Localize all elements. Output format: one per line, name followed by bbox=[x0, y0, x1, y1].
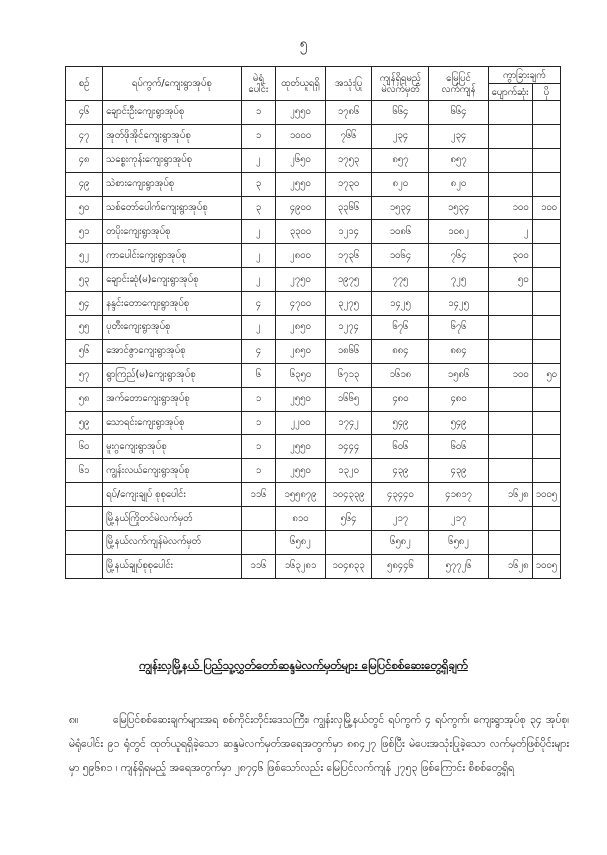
cell-booths: ၂ bbox=[241, 268, 276, 292]
cell-remaining: ၆၅၈၂ bbox=[372, 531, 429, 555]
cell-issued: ၄၇၀၀ bbox=[276, 292, 325, 316]
cell-remaining: ၁၆၁၈ bbox=[372, 363, 429, 387]
cell-sr: ၅၉ bbox=[66, 411, 103, 435]
cell-name: မြို့နယ်လက်ကျန်မဲလက်မှတ် bbox=[103, 531, 242, 555]
paragraph-text: မြေပြင်စစ်ဆေးချက်များအရ စစ်ကိုင်းတိုင်းဒေသကြီး၊ ကျွန်းလှမြို့နယ်တွင် ရပ်ကွက် ၄ ရပ်ကွက်၊ ကျေးရွာအုပ်စု ၃၄ အုပ်စု၊ မဲရုံပေါင်း ၉၁ ရုံတွင် ထုတ်ယူရရှိခဲ့သော ဆန္ဒမဲလက်မှတ်အရေအတွက်မှာ ၈၈၄၂၇ ဖြစ်ပြီး မဲပေးအသုံးပြုခဲ့သော လက်မှတ်ဖြစ်ပိုင်းများမှာ ၅၉၆၈၁ ၊ ကျန်ရှိရမည့် အရေအတွက်မှာ ၂၈၇၄၆ ဖြစ်သော်လည်း မြေပြင်လက်ကျန် ၂၇၅၃ ဖြစ်ကြောင်း စိစစ်တွေ့ရှိရ bbox=[69, 714, 569, 774]
cell-used: ၅၆၄ bbox=[325, 507, 372, 531]
cell-name: တပိုးကျေးရွာအုပ်စု bbox=[103, 220, 242, 244]
cell-remaining: ၆၆၄ bbox=[372, 101, 429, 125]
cell-remaining: ၅၄၉ bbox=[372, 411, 429, 435]
table-row bbox=[66, 196, 561, 220]
cell-used: ၃၃၆၆ bbox=[325, 196, 372, 220]
cell-check: ၇၂၅ bbox=[429, 268, 488, 292]
cell-issued: ၂၅၅၀ bbox=[276, 435, 325, 459]
cell-over: ၅၀ bbox=[532, 363, 560, 387]
cell-issued: ၂၅၅၀ bbox=[276, 459, 325, 483]
cell-sr: ၅၈ bbox=[66, 387, 103, 411]
cell-sr bbox=[66, 531, 103, 555]
cell-booths bbox=[241, 531, 276, 555]
cell-booths: ၃ bbox=[241, 196, 276, 220]
cell-over bbox=[532, 435, 560, 459]
cell-used: ၁၉၇၅ bbox=[325, 268, 372, 292]
cell-sr bbox=[66, 507, 103, 531]
cell-name: မြို့နယ်ကြိုတင်မဲလက်မှတ် bbox=[103, 507, 242, 531]
cell-used bbox=[325, 531, 372, 555]
cell-sr: ၅၀ bbox=[66, 196, 103, 220]
cell-remaining: ၆၇၆ bbox=[372, 316, 429, 340]
cell-used: ၁၇၃၆ bbox=[325, 244, 372, 268]
cell-lost bbox=[488, 339, 532, 363]
cell-over bbox=[532, 148, 560, 172]
cell-booths: ၂ bbox=[241, 316, 276, 340]
cell-booths: ၁ bbox=[241, 459, 276, 483]
cell-used: ၁၂၇၄ bbox=[325, 316, 372, 340]
cell-lost bbox=[488, 507, 532, 531]
cell-name: ရွာကြည်(မ)ကျေးရွာအုပ်စု bbox=[103, 363, 242, 387]
cell-remaining: ၆၀၆ bbox=[372, 435, 429, 459]
cell-name: ကျွန်းလယ်ကျေးရွာအုပ်စု bbox=[103, 459, 242, 483]
cell-lost bbox=[488, 124, 532, 148]
cell-name: သောရင်းကျေးရွာအုပ်စု bbox=[103, 411, 242, 435]
cell-over bbox=[532, 268, 560, 292]
cell-used: ၁၇၅၃ bbox=[325, 148, 372, 172]
cell-check: ၄၈၀ bbox=[429, 387, 488, 411]
summary-row bbox=[66, 483, 561, 507]
cell-name: သစ်တော်ပေါက်ကျေးရွာအုပ်စု bbox=[103, 196, 242, 220]
cell-sr: ၅၆ bbox=[66, 339, 103, 363]
cell-issued: ၆၅၈၂ bbox=[276, 531, 325, 555]
cell-booths: ၁ bbox=[241, 411, 276, 435]
header-name: ရပ်ကွက်/ကျေးရွာအုပ်စု bbox=[103, 67, 242, 101]
header-check: မြေပြင် လက်ကျန် bbox=[429, 67, 488, 101]
header-sr: စဉ် bbox=[66, 67, 103, 101]
cell-sr: ၆၁ bbox=[66, 459, 103, 483]
cell-remaining: ၁၄၂၅ bbox=[372, 292, 429, 316]
cell-remaining: ၄၃၄၄၀ bbox=[372, 483, 429, 507]
cell-check: ၈၂၀ bbox=[429, 172, 488, 196]
cell-issued: ၆၃၅၀ bbox=[276, 363, 325, 387]
cell-name: ရပ်/ကျေးချုပ် စုစုပေါင်း bbox=[103, 483, 242, 507]
cell-over bbox=[532, 292, 560, 316]
header-booths: မဲရုံ ပေါင်း bbox=[241, 67, 276, 101]
cell-check: ၄၁၈၁၇ bbox=[429, 483, 488, 507]
cell-issued: ၂၆၅၀ bbox=[276, 148, 325, 172]
cell-check: ၆၅၈၂ bbox=[429, 531, 488, 555]
cell-booths: ၂ bbox=[241, 148, 276, 172]
cell-lost: ၃၀၀ bbox=[488, 244, 532, 268]
cell-used: ၁၂၁၄ bbox=[325, 220, 372, 244]
cell-booths: ၃ bbox=[241, 172, 276, 196]
cell-name: အောင်ဇွာကျေးရွာအုပ်စု bbox=[103, 339, 242, 363]
cell-remaining: ၁၀၆၄ bbox=[372, 244, 429, 268]
cell-sr bbox=[66, 554, 103, 578]
cell-over bbox=[532, 507, 560, 531]
cell-name: သစ္စေးကုန်းကျေးရွာအုပ်စု bbox=[103, 148, 242, 172]
table-row bbox=[66, 220, 561, 244]
cell-lost bbox=[488, 101, 532, 125]
cell-over bbox=[532, 316, 560, 340]
cell-check: ၆၇၆ bbox=[429, 316, 488, 340]
table-row bbox=[66, 292, 561, 316]
paragraph bbox=[69, 708, 569, 780]
cell-issued: ၂၂၀၀ bbox=[276, 411, 325, 435]
cell-check: ၁၄၂၅ bbox=[429, 292, 488, 316]
table-body bbox=[66, 101, 561, 579]
cell-booths: ၁ bbox=[241, 101, 276, 125]
cell-sr: ၄၉ bbox=[66, 172, 103, 196]
cell-used: ၁၇၄၂ bbox=[325, 411, 372, 435]
cell-sr: ၅၅ bbox=[66, 316, 103, 340]
cell-sr: ၄၇ bbox=[66, 124, 103, 148]
table-row bbox=[66, 387, 561, 411]
cell-issued: ၁၅၅၈၇၉ bbox=[276, 483, 325, 507]
cell-issued: ၂၈၅၀ bbox=[276, 316, 325, 340]
cell-remaining: ၈၈၄ bbox=[372, 339, 429, 363]
header-issued: ထုတ်ယူရရှိ bbox=[276, 67, 325, 101]
cell-name: ကာပေါင်းကျေးရွာအုပ်စု bbox=[103, 244, 242, 268]
cell-over bbox=[532, 387, 560, 411]
cell-over bbox=[532, 459, 560, 483]
cell-remaining: ၇၇၅ bbox=[372, 268, 429, 292]
cell-used: ၁၃၂၀ bbox=[325, 459, 372, 483]
cell-issued: ၂၈၅၀ bbox=[276, 339, 325, 363]
cell-booths: ၁ bbox=[241, 124, 276, 148]
cell-name: အုတ်ဖိုအိုင်ကျေးရွာအုပ်စု bbox=[103, 124, 242, 148]
table-row bbox=[66, 268, 561, 292]
table-row bbox=[66, 411, 561, 435]
cell-issued: ၃၃၀၀ bbox=[276, 220, 325, 244]
cell-remaining: ၁၀၈၆ bbox=[372, 220, 429, 244]
header-lost: ပျောက်ဆုံး bbox=[488, 84, 532, 101]
cell-over bbox=[532, 411, 560, 435]
cell-check: ၇၆၄ bbox=[429, 244, 488, 268]
cell-sr: ၅၂ bbox=[66, 244, 103, 268]
cell-sr: ၅၄ bbox=[66, 292, 103, 316]
cell-booths: ၂ bbox=[241, 220, 276, 244]
cell-sr: ၆၀ bbox=[66, 435, 103, 459]
cell-lost bbox=[488, 435, 532, 459]
cell-lost bbox=[488, 172, 532, 196]
cell-check: ၈၅၇ bbox=[429, 148, 488, 172]
cell-over bbox=[532, 124, 560, 148]
cell-over: ၁၀၀၅ bbox=[532, 483, 560, 507]
cell-check: ၂၁၇ bbox=[429, 507, 488, 531]
cell-name: မူးဂွကျေးရွာအုပ်စု bbox=[103, 435, 242, 459]
cell-booths: ၁၁၆ bbox=[241, 554, 276, 578]
cell-lost: ၅၀ bbox=[488, 268, 532, 292]
table-row bbox=[66, 363, 561, 387]
cell-issued: ၂၇၅၀ bbox=[276, 268, 325, 292]
paragraph-number: ၈။ bbox=[69, 714, 79, 726]
cell-issued: ၂၈၀၀ bbox=[276, 244, 325, 268]
cell-issued: ၁၆၃၂၈၁ bbox=[276, 554, 325, 578]
table-row bbox=[66, 339, 561, 363]
cell-lost: ၁၀၀ bbox=[488, 363, 532, 387]
cell-lost bbox=[488, 148, 532, 172]
cell-name: မြို့နယ်ချုပ်စုစုပေါင်း bbox=[103, 554, 242, 578]
cell-issued: ၁၀၀၀ bbox=[276, 124, 325, 148]
summary-row bbox=[66, 531, 561, 555]
cell-sr: ၄၆ bbox=[66, 101, 103, 125]
cell-name: နန္ဒင်းတောကျေးရွာအုပ်စု bbox=[103, 292, 242, 316]
cell-lost bbox=[488, 531, 532, 555]
cell-sr bbox=[66, 483, 103, 507]
cell-check: ၁၅၈၆ bbox=[429, 363, 488, 387]
cell-name: ချောင်းဦးကျေးရွာအုပ်စု bbox=[103, 101, 242, 125]
cell-over: ၁၀၀၅ bbox=[532, 554, 560, 578]
table-row bbox=[66, 148, 561, 172]
cell-issued: ၄၉၀၀ bbox=[276, 196, 325, 220]
cell-over: ၁၀၀ bbox=[532, 196, 560, 220]
cell-over bbox=[532, 244, 560, 268]
cell-booths: ၂ bbox=[241, 244, 276, 268]
cell-lost bbox=[488, 387, 532, 411]
cell-used: ၁၇၈၆ bbox=[325, 101, 372, 125]
cell-booths: ၄ bbox=[241, 292, 276, 316]
cell-remaining: ၈၅၇ bbox=[372, 148, 429, 172]
cell-booths: ၆ bbox=[241, 363, 276, 387]
page-number: ၅ bbox=[299, 36, 308, 52]
cell-check: ၄၃၉ bbox=[429, 459, 488, 483]
table-row bbox=[66, 244, 561, 268]
cell-remaining: ၈၂၀ bbox=[372, 172, 429, 196]
cell-check: ၆၀၆ bbox=[429, 435, 488, 459]
cell-issued: ၂၅၅၀ bbox=[276, 387, 325, 411]
cell-used: ၁၀၄၃၃၉ bbox=[325, 483, 372, 507]
cell-used: ၆၇၁၃ bbox=[325, 363, 372, 387]
cell-issued: ၂၅၅၀ bbox=[276, 101, 325, 125]
cell-check: ၂၃၄ bbox=[429, 124, 488, 148]
cell-name: အက်တောကျေးရွာအုပ်စု bbox=[103, 387, 242, 411]
cell-lost: ၁၆၂၈ bbox=[488, 483, 532, 507]
cell-check: ၁၀၈၂ bbox=[429, 220, 488, 244]
cell-lost bbox=[488, 316, 532, 340]
table-row bbox=[66, 435, 561, 459]
table-row bbox=[66, 101, 561, 125]
table-row bbox=[66, 459, 561, 483]
cell-used: ၁၀၄၈၃၃ bbox=[325, 554, 372, 578]
cell-booths: ၁ bbox=[241, 435, 276, 459]
cell-remaining: ၄၃၉ bbox=[372, 459, 429, 483]
table-row bbox=[66, 124, 561, 148]
header-diff: ကွာခြားချက် bbox=[488, 67, 560, 84]
cell-lost: ၁၆၂၈ bbox=[488, 554, 532, 578]
summary-row bbox=[66, 507, 561, 531]
cell-over bbox=[532, 101, 560, 125]
cell-used: ၁၆၆၅ bbox=[325, 387, 372, 411]
cell-issued: ၂၅၅၀ bbox=[276, 172, 325, 196]
cell-name: သဲစားကျေးရွာအုပ်စု bbox=[103, 172, 242, 196]
cell-used: ၁၈၆၆ bbox=[325, 339, 372, 363]
cell-sr: ၅၁ bbox=[66, 220, 103, 244]
cell-issued: ၈၁၀ bbox=[276, 507, 325, 531]
cell-over bbox=[532, 531, 560, 555]
cell-sr: ၅၇ bbox=[66, 363, 103, 387]
cell-booths: ၁၁၆ bbox=[241, 483, 276, 507]
cell-lost: ၂ bbox=[488, 220, 532, 244]
cell-lost bbox=[488, 459, 532, 483]
table-header bbox=[66, 67, 561, 101]
header-used: အသုံးပြု bbox=[325, 67, 372, 101]
section-title: ကျွန်းလှမြို့နယ် ပြည်သူ့လွှတ်တော်ဆန္ဒမဲလက်မှတ်များ မြေပြင်စစ်ဆေးတွေ့ရှိချက် bbox=[139, 658, 468, 672]
cell-remaining: ၂၁၇ bbox=[372, 507, 429, 531]
cell-remaining: ၄၈၀ bbox=[372, 387, 429, 411]
table-row bbox=[66, 316, 561, 340]
cell-name: ပုတီးကျေးရွာအုပ်စု bbox=[103, 316, 242, 340]
cell-used: ၁၇၃၀ bbox=[325, 172, 372, 196]
summary-row bbox=[66, 554, 561, 578]
cell-lost bbox=[488, 292, 532, 316]
cell-lost bbox=[488, 411, 532, 435]
cell-sr: ၄၈ bbox=[66, 148, 103, 172]
ballot-table bbox=[65, 66, 561, 579]
cell-used: ၃၂၇၅ bbox=[325, 292, 372, 316]
cell-over bbox=[532, 172, 560, 196]
cell-name: ချောင်းဆုံ(မ)ကျေးရွာအုပ်စု bbox=[103, 268, 242, 292]
header-remaining: ကျန်ရှိရမည့် မဲလက်မှတ် bbox=[372, 67, 429, 101]
cell-booths bbox=[241, 507, 276, 531]
cell-over bbox=[532, 220, 560, 244]
cell-used: ၁၄၄၄ bbox=[325, 435, 372, 459]
cell-used: ၇၆၆ bbox=[325, 124, 372, 148]
cell-booths: ၁ bbox=[241, 387, 276, 411]
cell-lost: ၁၀၀ bbox=[488, 196, 532, 220]
table-row bbox=[66, 172, 561, 196]
cell-remaining: ၅၈၄၄၆ bbox=[372, 554, 429, 578]
cell-booths: ၄ bbox=[241, 339, 276, 363]
cell-over bbox=[532, 339, 560, 363]
cell-check: ၁၅၃၄ bbox=[429, 196, 488, 220]
cell-check: ၈၈၄ bbox=[429, 339, 488, 363]
cell-remaining: ၁၅၃၄ bbox=[372, 196, 429, 220]
header-over: ပို bbox=[532, 84, 560, 101]
cell-check: ၅၄၉ bbox=[429, 411, 488, 435]
cell-sr: ၅၃ bbox=[66, 268, 103, 292]
cell-remaining: ၂၃၄ bbox=[372, 124, 429, 148]
cell-check: ၆၆၄ bbox=[429, 101, 488, 125]
cell-check: ၅၇၇၂၆ bbox=[429, 554, 488, 578]
